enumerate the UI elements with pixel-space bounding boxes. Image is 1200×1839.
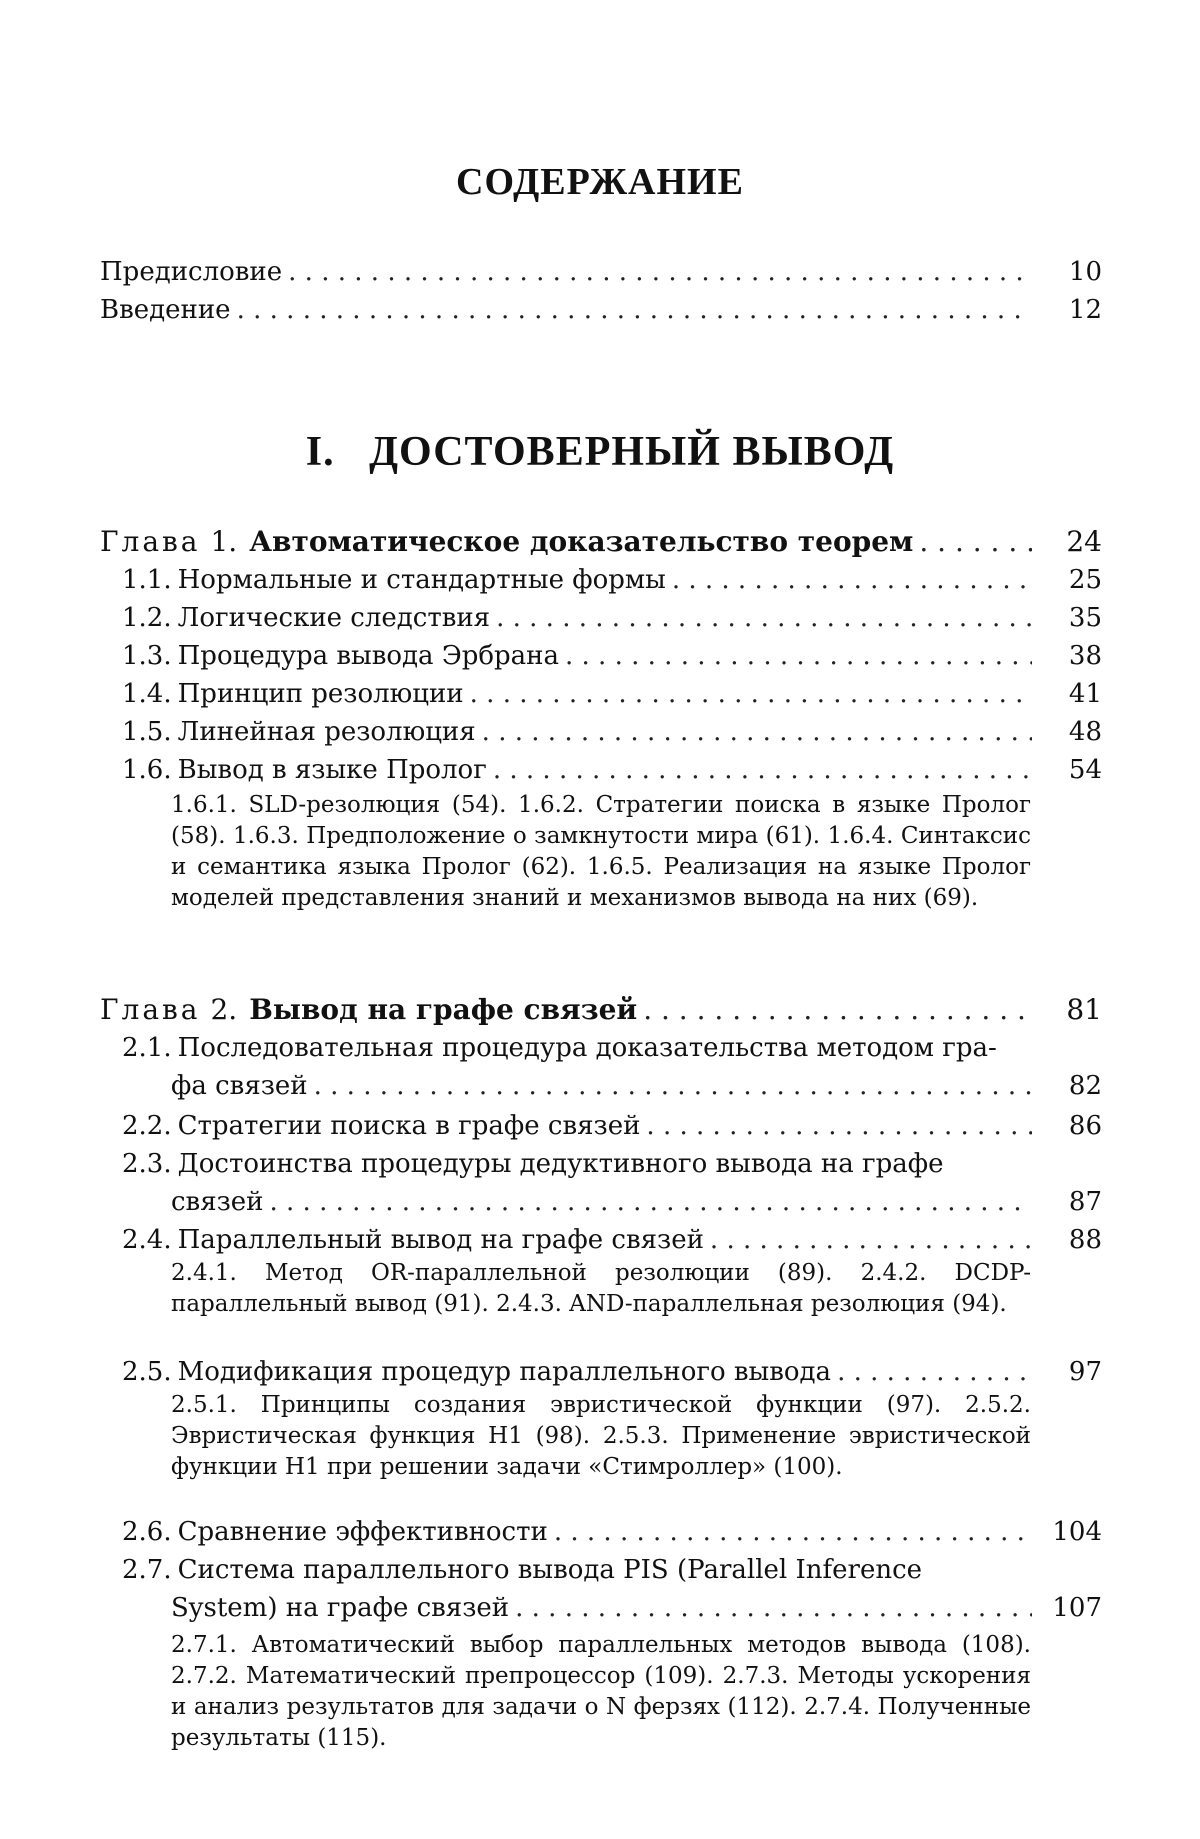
- leader-dots: [496, 598, 1032, 638]
- entry-page: 81: [1066, 993, 1102, 1026]
- section-label: Процедура вывода Эрбрана: [177, 641, 559, 671]
- entry-label: Введение: [100, 295, 231, 325]
- section-label-line1: Система параллельного вывода PIS (Parallel Inference: [177, 1555, 923, 1585]
- leader-dots: [919, 522, 1032, 562]
- chapter-number: 2.: [210, 993, 238, 1026]
- leader-dots: [710, 1220, 1032, 1260]
- section-number: 1.1.: [122, 565, 172, 595]
- chapter-word: Глава: [100, 993, 201, 1026]
- section-label: Сравнение эффективности: [177, 1517, 548, 1547]
- leader-dots: [646, 1106, 1032, 1146]
- section-label: Стратегии поиска в графе связей: [177, 1111, 641, 1141]
- entry-page: 12: [1068, 295, 1102, 325]
- toc-section-1-4[interactable]: [100, 674, 1102, 714]
- toc-section-2-7-cont[interactable]: [171, 1588, 1102, 1628]
- entry-label: Предисловие: [100, 257, 283, 287]
- entry-page: 86: [1068, 1111, 1102, 1141]
- leader-dots: [493, 750, 1032, 790]
- leader-dots: [643, 990, 1032, 1030]
- toc-section-2-1[interactable]: [100, 1028, 1102, 1068]
- entry-page: 38: [1068, 641, 1102, 671]
- leader-dots: [470, 674, 1032, 714]
- entry-page: 35: [1068, 603, 1102, 633]
- toc-section-2-4[interactable]: [100, 1220, 1102, 1260]
- section-number: 2.4.: [122, 1225, 172, 1255]
- leader-dots: [482, 712, 1032, 752]
- entry-page: 25: [1068, 565, 1102, 595]
- section-label: Логические следствия: [177, 603, 491, 633]
- entry-page: 104: [1052, 1517, 1102, 1547]
- toc-section-1-6[interactable]: [100, 750, 1102, 790]
- toc-section-2-3[interactable]: [100, 1144, 1102, 1184]
- entry-page: 41: [1068, 679, 1102, 709]
- leader-dots: [565, 636, 1032, 676]
- section-number: 2.7.: [122, 1555, 172, 1585]
- entry-page: 107: [1052, 1593, 1102, 1623]
- toc-section-1-2[interactable]: [100, 598, 1102, 638]
- section-label-line2: System) на графе связей: [171, 1593, 510, 1623]
- toc-section-2-1-cont[interactable]: [171, 1066, 1102, 1106]
- leader-dots: [314, 1066, 1032, 1106]
- section-label: Вывод в языке Пролог: [177, 755, 487, 785]
- chapter-number: 1.: [210, 525, 238, 558]
- entry-page: 24: [1066, 525, 1102, 558]
- chapter-title: Вывод на графе связей: [249, 993, 638, 1026]
- section-label: Модификация процедур параллельного вывода: [177, 1357, 832, 1387]
- leader-dots: [288, 252, 1032, 292]
- subsections-2-7: 2.7.1. Автоматический выбор параллельных методов вывода (108). 2.7.2. Математический препроцессор (109). 2.7.3. Методы ускорения и анализ результатов для задачи о N ферзях (112). 2.7.4. Полученные результаты (115).: [171, 1632, 1031, 1751]
- toc-entry-preface[interactable]: [100, 252, 1102, 292]
- toc-section-1-1[interactable]: [100, 560, 1102, 600]
- section-number: 2.5.: [122, 1357, 172, 1387]
- toc-section-2-6[interactable]: [100, 1512, 1102, 1552]
- leader-dots: [554, 1512, 1032, 1552]
- section-label-line1: Последовательная процедура доказательства методом гра-: [177, 1033, 997, 1063]
- section-label-line2: связей: [171, 1187, 264, 1217]
- leader-dots: [270, 1182, 1033, 1222]
- chapter-title: Автоматическое доказательство теорем: [249, 525, 914, 558]
- toc-entry-introduction[interactable]: [100, 290, 1102, 330]
- section-number: 1.2.: [122, 603, 172, 633]
- section-label: Принцип резолюции: [177, 679, 464, 709]
- toc-section-2-3-cont[interactable]: [171, 1182, 1102, 1222]
- subsections-2-5: 2.5.1. Принципы создания эвристической функции (97). 2.5.2. Эвристическая функция H1 (98). 2.5.3. Применение эвристической функции H1 при решении задачи «Стимроллер» (100).: [171, 1392, 1031, 1480]
- entry-page: 54: [1068, 755, 1102, 785]
- toc-section-2-7[interactable]: [100, 1550, 1102, 1590]
- part-title: I. ДОСТОВЕРНЫЙ ВЫВОД: [305, 429, 895, 475]
- entry-page: 82: [1068, 1071, 1102, 1101]
- section-number: 1.5.: [122, 717, 172, 747]
- section-number: 2.3.: [122, 1149, 172, 1179]
- section-label: Параллельный вывод на графе связей: [177, 1225, 704, 1255]
- entry-page: 97: [1068, 1357, 1102, 1387]
- section-number: 2.2.: [122, 1111, 172, 1141]
- section-number: 1.6.: [122, 755, 172, 785]
- toc-chapter-2[interactable]: [100, 990, 1102, 1030]
- toc-section-1-5[interactable]: [100, 712, 1102, 752]
- toc-title: СОДЕРЖАНИЕ: [456, 161, 744, 203]
- entry-page: 10: [1068, 257, 1102, 287]
- chapter-word: Глава: [100, 525, 201, 558]
- leader-dots: [237, 290, 1032, 330]
- entry-page: 48: [1068, 717, 1102, 747]
- subsections-2-4: 2.4.1. Метод OR-параллельной резолюции (89). 2.4.2. DCDP-параллельный вывод (91). 2.4.3. AND-параллельная резолюция (94).: [171, 1260, 1031, 1317]
- leader-dots: [672, 560, 1032, 600]
- subsections-1-6: 1.6.1. SLD-резолюция (54). 1.6.2. Стратегии поиска в языке Пролог (58). 1.6.3. Предположение о замкнутости мира (61). 1.6.4. Синтаксис и семантика языка Пролог (62). 1.6.5. Реализация на языке Пролог моделей представления знаний и механизмов вывода на них (69).: [171, 792, 1031, 911]
- entry-page: 87: [1068, 1187, 1102, 1217]
- leader-dots: [837, 1352, 1032, 1392]
- toc-section-2-2[interactable]: [100, 1106, 1102, 1146]
- section-number: 1.4.: [122, 679, 172, 709]
- toc-chapter-1[interactable]: [100, 522, 1102, 562]
- section-label: Нормальные и стандартные формы: [177, 565, 666, 595]
- section-label-line1: Достоинства процедуры дедуктивного вывода на графе: [177, 1149, 944, 1179]
- entry-page: 88: [1068, 1225, 1102, 1255]
- section-number: 2.6.: [122, 1517, 172, 1547]
- section-number: 1.3.: [122, 641, 172, 671]
- section-label-line2: фа связей: [171, 1071, 308, 1101]
- toc-section-2-5[interactable]: [100, 1352, 1102, 1392]
- leader-dots: [515, 1588, 1032, 1628]
- section-label: Линейная резолюция: [177, 717, 476, 747]
- section-number: 2.1.: [122, 1033, 172, 1063]
- toc-section-1-3[interactable]: [100, 636, 1102, 676]
